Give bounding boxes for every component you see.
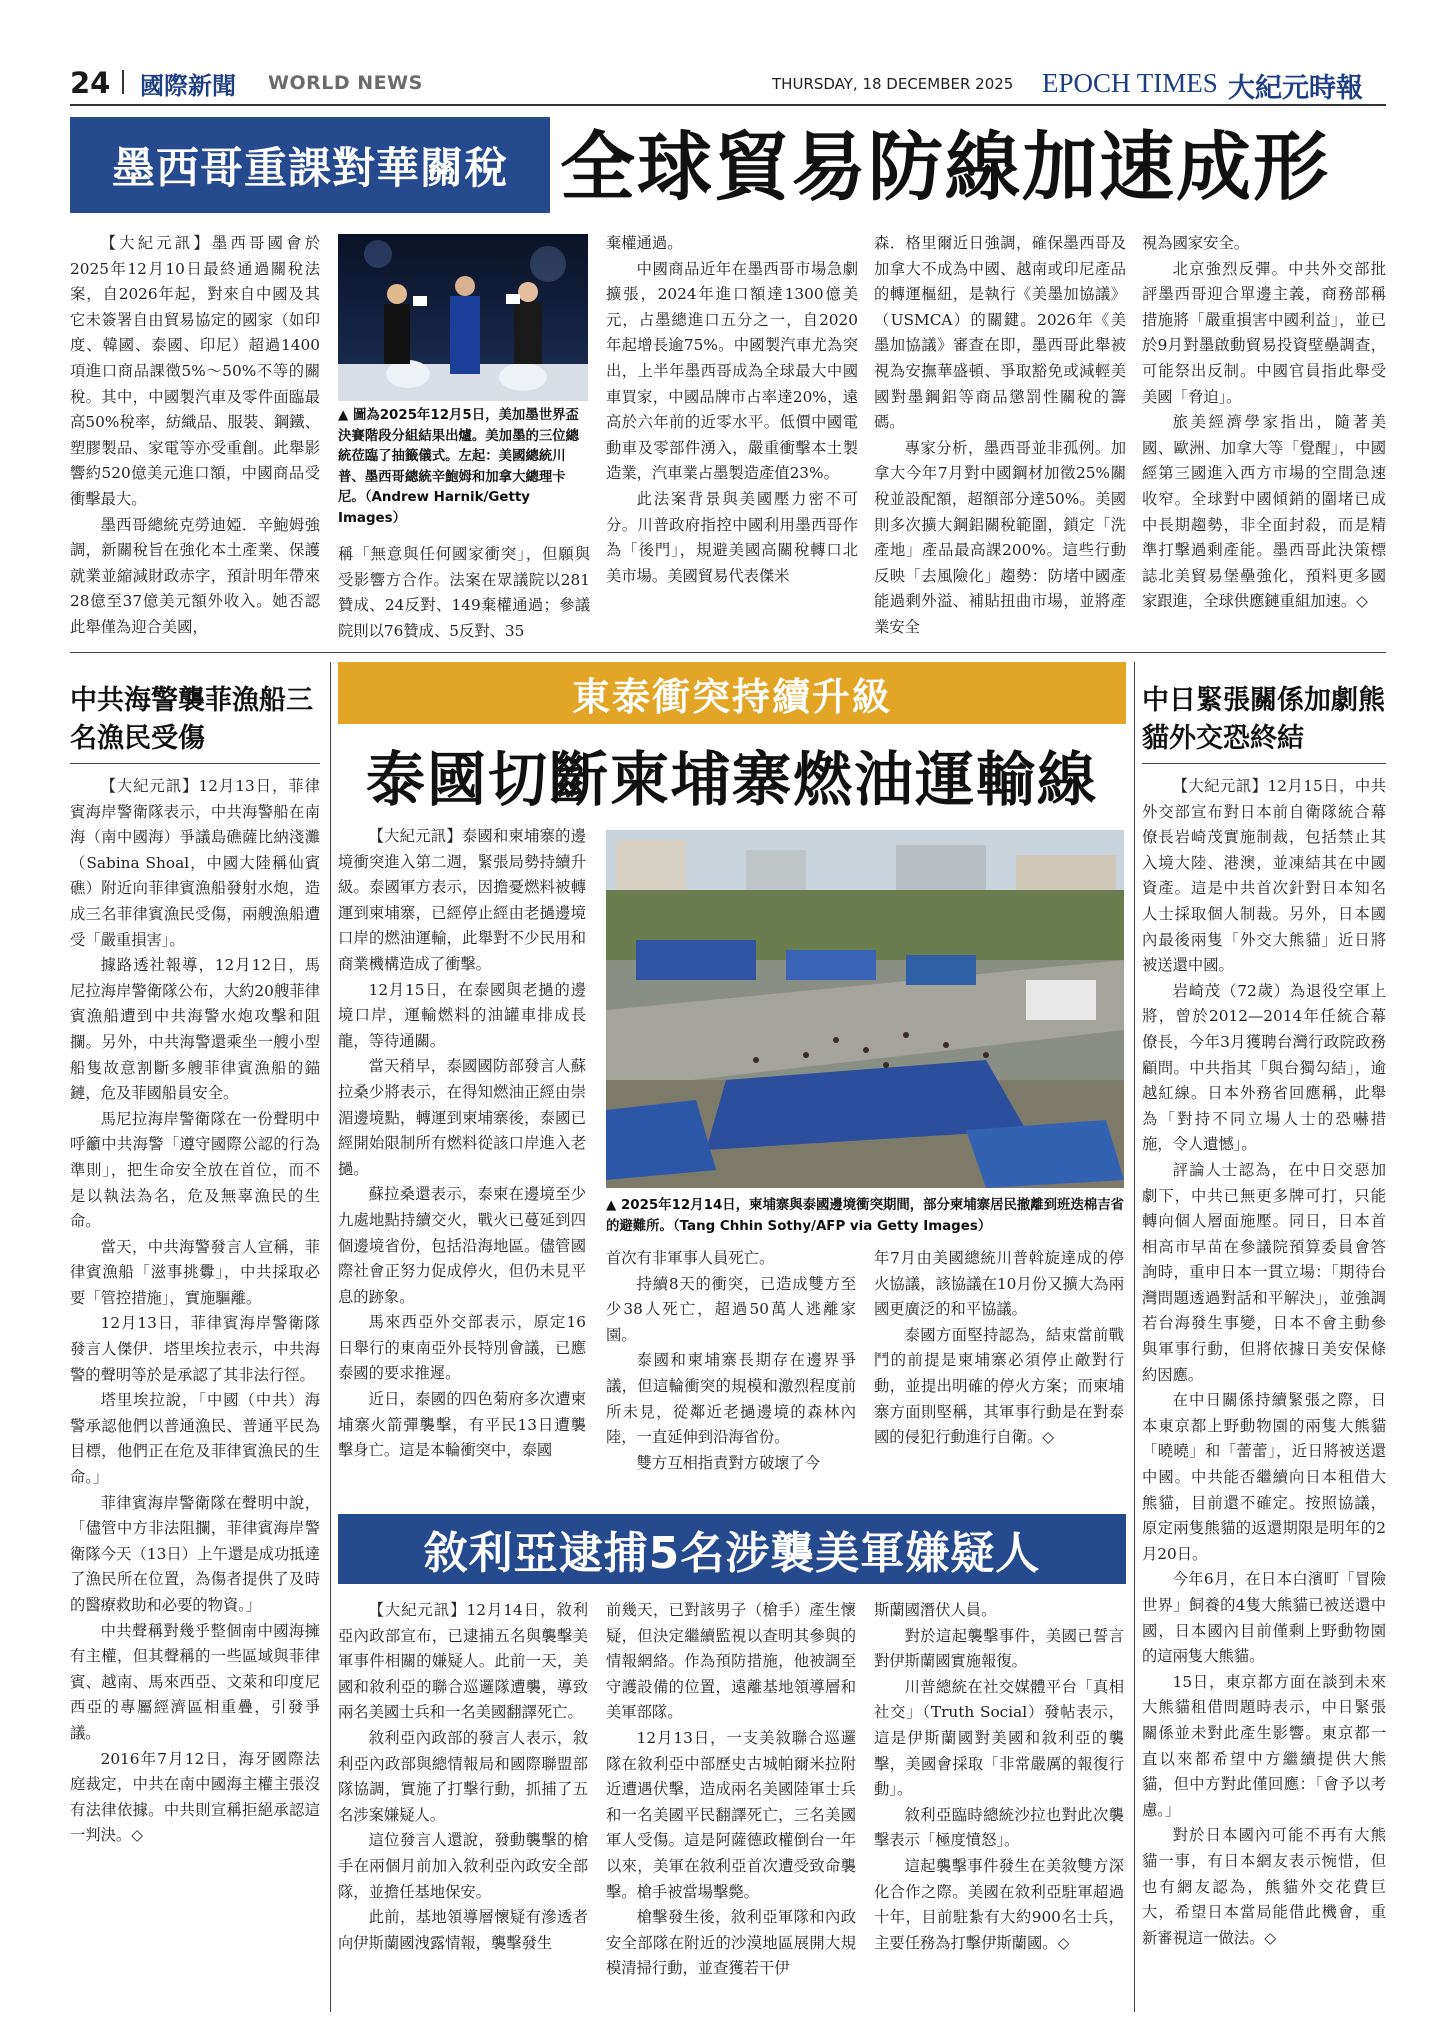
story3-paragraph: 【大紀元訊】泰國和柬埔寨的邊境衝突進入第二週，緊張局勢持續升級。泰國軍方表示，因擔憂燃料被轉運到柬埔寨，已經停止經由老撾邊境口岸的燃油運輸，此舉對不少民用和商業機構造成了衝擊。 — [338, 827, 586, 973]
story5-column-3 — [874, 1598, 1124, 2018]
story4-paragraph: 評論人士認為，在中日交惡加劇下，中共已無更多牌可打，只能轉向個人層面施壓。同日，日本首相高市早苗在參議院預算委員會答詢時，重申日本一貫立場：「期待台灣問題透過對話和平解決」，並強調若台海發生事變，日本不會主動參與軍事行動，但將依據日美安保條約因應。 — [1142, 1160, 1386, 1384]
story2-paragraph: 據路透社報導，12月12日，馬尼拉海岸警衛隊公布，大約20艘菲律賓漁船遭到中共海警水炮攻擊和阻攔。另外，中共海警還乘坐一艘小型船隻故意割斷多艘菲律賓漁船的錨鏈，危及菲國船員安全。 — [70, 956, 320, 1103]
story2-body — [70, 774, 320, 2014]
story3-paragraph: 泰國和柬埔寨長期存在邊界爭議，但這輪衝突的規模和激烈程度前所未見，從鄰近老撾邊境的森林內陸，一直延伸到沿海省份。 — [606, 1351, 856, 1447]
story4-body — [1142, 774, 1386, 2014]
story5-column-2 — [606, 1598, 856, 2018]
story3-kicker: 東泰衝突持續升級 — [338, 662, 1126, 724]
story5-paragraph: 川普總統在社交媒體平台「真相社交」（Truth Social）發帖表示，這是伊斯蘭國對美國和敘利亞的襲擊，美國會採取「非常嚴厲的報復行動」。 — [874, 1677, 1124, 1799]
column-rule-right — [1134, 662, 1135, 2012]
story1-paragraph: 稱「無意與任何國家衝突」，但願與受影響方合作。法案在眾議院以281贊成、24反對、149棄權通過；參議院則以76贊成、5反對、35 — [338, 545, 590, 640]
photo-leaders-on-stage — [338, 234, 588, 401]
story2-headline-rule — [70, 763, 320, 764]
story3-paragraph: 泰國方面堅持認為，結束當前戰鬥的前提是柬埔寨必須停止敵對行動，並提出明確的停火方案；而柬埔寨方面則堅稱，其軍事行動是在對泰國的侵犯行動進行自衛。◇ — [874, 1325, 1124, 1447]
story5-column-1 — [338, 1598, 588, 2018]
story3-paragraph: 首次有非軍事人員死亡。 — [606, 1249, 775, 1267]
story1-photo-caption: ▲ 圖為2025年12月5日，美加墨世界盃決賽階段分組結果出爐。美加墨的三位總統莅臨了抽籤儀式。左起：美國總統川普、墨西哥總統辛鮑姆和加拿大總理卡尼。（Andrew Harnik/Getty Images） — [338, 408, 580, 526]
section-divider — [70, 652, 1386, 653]
story4-paragraph: 對於日本國內可能不再有大熊貓一事，有日本網友表示惋惜，但也有網友認為，熊貓外交花費巨大，希望日本當局能借此機會，重新審視這一做法。◇ — [1142, 1826, 1386, 1947]
story1-paragraph: 棄權通過。 — [606, 234, 683, 252]
story3-column-3 — [874, 1246, 1124, 1504]
column-rule-left — [330, 662, 331, 2012]
story3-photo-caption: ▲ 2025年12月14日，柬埔寨與泰國邊境衝突期間，部分柬埔寨居民撤離到班迭棉吉省的避難所。（Tang Chhin Sothy/AFP via Getty Images） — [606, 1198, 1124, 1234]
story5-paragraph: 這位發言人還說，發動襲擊的槍手在兩個月前加入敘利亞內政安全部隊，並擔任基地保安。 — [338, 1831, 588, 1901]
story5-paragraph: 對於這起襲擊事件，美國已誓言對伊斯蘭國實施報復。 — [874, 1626, 1124, 1671]
page-number: 24 — [70, 66, 111, 100]
story3-photo — [606, 830, 1124, 1188]
story4-paragraph: 【大紀元訊】12月15日，中共外交部宣布對日本前自衛隊統合幕僚長岩崎茂實施制裁，包括禁止其入境大陸、港澳，並凍結其在中國資產。這是中共首次針對日本知名人士採取個人制裁。另外，日本國內最後兩隻「外交大熊貓」近日將被送還中國。 — [1142, 777, 1386, 975]
brand-logo-en: EPOCH TIMES — [1042, 68, 1218, 98]
story1-paragraph: 旅美經濟學家指出，隨著美國、歐洲、加拿大等「覺醒」，中國經第三國進入西方市場的空間急速收窄。全球對中國傾銷的圍堵已成中長期趨勢，非全面封殺，而是精準打擊過剩產能。墨西哥此決策標誌北美貿易堡壘強化，預料更多國家跟進，全球供應鏈重組加速。◇ — [1142, 413, 1386, 611]
story5-paragraph: 【大紀元訊】12月14日，敘利亞內政部宣布，已逮捕五名與襲擊美軍事件相關的嫌疑人。此前一天，美國和敘利亞的聯合巡邏隊遭襲，導致兩名美國士兵和一名美國翻譯死亡。 — [338, 1601, 588, 1722]
story4-headline-rule — [1142, 763, 1386, 764]
story2-paragraph: 中共聲稱對幾乎整個南中國海擁有主權，但其聲稱的一些區域與菲律賓、越南、馬來西亞、文萊和印度尼西亞的專屬經濟區相重疊，引發爭議。 — [70, 1621, 320, 1742]
story3-paragraph: 雙方互相指責對方破壞了今 — [636, 1453, 821, 1472]
story5-paragraph: 這起襲擊事件發生在美敘雙方深化合作之際。美國在敘利亞駐軍超過十年，目前駐紮有大約900名士兵，主要任務為打擊伊斯蘭國。◇ — [874, 1856, 1124, 1952]
issue-date: THURSDAY, 18 DECEMBER 2025 — [772, 75, 1014, 93]
story3-paragraph: 蘇拉桑還表示，泰柬在邊境至少九處地點持續交火，戰火已蔓延到四個邊境省份，包括沿海地區。儘管國際社會正努力促成停火，但仍未見平息的跡象。 — [338, 1185, 586, 1306]
story4-paragraph: 15日，東京都方面在談到未來大熊貓租借問題時表示，中日緊張關係並未對此產生影響。東京都一直以來都希望中方繼續提供大熊貓，但中方對此僅回應：「會予以考慮。」 — [1142, 1672, 1386, 1819]
story1-column-2 — [338, 542, 590, 646]
story1-paragraph: 視為國家安全。 — [1142, 234, 1250, 252]
story1-column-3 — [606, 231, 858, 646]
story4-paragraph: 今年6月，在日本白濱町「冒險世界」飼養的4隻大熊貓已被送還中國，日本國內目前僅剩上野動物園的這兩隻大熊貓。 — [1142, 1570, 1386, 1666]
story5-paragraph: 斯蘭國潛伏人員。 — [874, 1601, 997, 1619]
story3-paragraph: 當天稍早，泰國國防部發言人蘇拉桑少將表示，在得知燃油正經由崇湄邊境點，轉運到柬埔寨後，泰國已經開始限制所有燃料從該口岸進入老撾。 — [338, 1057, 586, 1178]
story3-headline: 泰國切斷柬埔寨燃油運輸線 — [365, 745, 1098, 814]
story5-paragraph: 前幾天，已對該男子（槍手）產生懷疑，但決定繼續監視以查明其參與的情報網絡。作為預防措施，他被調至守護設備的位置，遠離基地領導層和美軍部隊。 — [606, 1601, 856, 1722]
story5-paragraph: 12月13日，一支美敘聯合巡邏隊在敘利亞中部歷史古城帕爾米拉附近遭遇伏擊，造成兩名美國陸軍士兵和一名美國平民翻譯死亡，三名美國軍人受傷。這是阿薩德政權倒台一年以來，美軍在敘利亞首次遭受致命襲擊。槍手被當場擊斃。 — [606, 1728, 856, 1901]
photo-evacuation-shelter — [606, 830, 1124, 1188]
story1-column-5 — [1142, 231, 1386, 646]
story1-paragraph: 專家分析，墨西哥並非孤例。加拿大今年7月對中國鋼材加徵25%關稅並設配額，超額部分達50%。美國則多次擴大鋼鋁關稅範圍，鎖定「洗產地」產品最高課200%。這些行動反映「去風險化」趨勢：防堵中國產能過剩外溢、補貼扭曲市場，並將產業安全 — [874, 438, 1126, 636]
story2-headline: 中共海警襲菲漁船三名漁民受傷 — [70, 685, 313, 754]
story1-column-4 — [874, 231, 1126, 646]
story5-paragraph: 槍擊發生後，敘利亞軍隊和內政安全部隊在附近的沙漠地區展開大規模清掃行動，並查獲若干伊 — [606, 1908, 856, 1978]
story2-paragraph: 馬尼拉海岸警衛隊在一份聲明中呼籲中共海警「遵守國際公認的行為準則」，把生命安全放在首位，而不是以執法為名，危及無辜漁民的生命。 — [70, 1109, 320, 1231]
story4-headline: 中日緊張關係加劇熊貓外交恐終結 — [1142, 685, 1385, 754]
story1-headline: 全球貿易防線加速成形 — [560, 123, 1331, 211]
story3-paragraph: 近日，泰國的四色菊府多次遭柬埔寨火箭彈襲擊，有平民13日遭襲擊身亡。這是本輪衝突中，泰國 — [338, 1390, 586, 1460]
story1-paragraph: 墨西哥總統克勞迪婭．辛鮑姆強調，新關稅旨在強化本土產業、保護就業並縮減財政赤字，預計明年帶來28億至37億美元額外收入。她否認此舉僅為迎合美國， — [70, 515, 320, 636]
story4-paragraph: 岩崎茂（72歲）為退役空軍上將，曾於2012—2014年任統合幕僚長，今年3月獲聘台灣行政院政務顧問。中共指其「與台獨勾結」，逾越紅線。日本外務省回應稱，此舉為「對持不同立場人士的恐嚇措施，令人遺憾」。 — [1142, 981, 1386, 1154]
section-title-cn: 國際新聞 — [140, 72, 236, 100]
story1-photo — [338, 234, 588, 401]
story3-paragraph: 馬來西亞外交部表示，原定16日舉行的東南亞外長特別會議，已應泰國的要求推遲。 — [338, 1313, 586, 1383]
story1-paragraph: 北京強烈反彈。中共外交部批評墨西哥迎合單邊主義，商務部稱措施將「嚴重損害中國利益」，並已於9月對墨啟動貿易投資壁壘調查，可能祭出反制。中國官員指此舉受美國「脅迫」。 — [1142, 259, 1386, 406]
story1-paragraph: 中國商品近年在墨西哥市場急劇擴張，2024年進口額達1300億美元，占墨總進口五分之一，自2020年起增長逾75%。中國製汽車尤為突出，上半年墨西哥成為全球最大中國車買家，中國品牌市占率達20%，遠高於六年前的近零水平。低價中國電動車及零部件湧入，嚴重衝擊本土製造業，汽車業占墨製造產值23%。 — [606, 259, 858, 483]
story3-paragraph: 年7月由美國總統川普斡旋達成的停火協議，該協議在10月份又擴大為兩國更廣泛的和平協議。 — [874, 1249, 1124, 1319]
story2-paragraph: 12月13日，菲律賓海岸警衛隊發言人傑伊．塔里埃拉表示，中共海警的聲明等於是承認了其非法行徑。 — [70, 1314, 320, 1384]
story2-paragraph: 菲律賓海岸警衛隊在聲明中說，「儘管中方非法阻攔，菲律賓海岸警衛隊今天（13日）上午還是成功抵達了漁民所在位置，為傷者提供了及時的醫療救助和必要的物資。」 — [70, 1493, 320, 1614]
story1-column-1 — [70, 231, 320, 646]
story5-paragraph: 此前，基地領導層懷疑有滲透者向伊斯蘭國洩露情報，襲擊發生 — [338, 1908, 588, 1952]
story3-column-1 — [338, 824, 586, 1504]
story1-paragraph: 【大紀元訊】墨西哥國會於2025年12月10日最終通過關稅法案，自2026年起，對來自中國及其它未簽署自由貿易協定的國家（如印度、韓國、泰國、印尼）超過1400項進口商品課徵5%～50%不等的關稅。其中，中國製汽車及零件面臨最高50%稅率，紡織品、服裝、鋼鐵、塑膠製品、家電等亦受重創。此舉影響約520億美元進口額，中國商品受衝擊最大。 — [70, 234, 320, 508]
brand-logo-cn: 大紀元時報 — [1228, 73, 1363, 104]
story5-paragraph: 敘利亞內政部的發言人表示，敘利亞內政部與總情報局和國際聯盟部隊協調，實施了打擊行動，抓捕了五名涉案嫌疑人。 — [338, 1728, 588, 1824]
story3-paragraph: 持續8天的衝突，已造成雙方至少38人死亡，超過50萬人逃離家園。 — [606, 1274, 856, 1344]
story3-paragraph: 12月15日，在泰國與老撾的邊境口岸，運輸燃料的油罐車排成長龍，等待通關。 — [338, 980, 586, 1050]
story3-column-2 — [606, 1246, 856, 1504]
story2-paragraph: 當天，中共海警發言人宣稱，菲律賓漁船「滋事挑釁」，中共採取必要「管控措施」，實施驅離。 — [70, 1237, 320, 1307]
story1-paragraph: 此法案背景與美國壓力密不可分。川普政府指控中國利用墨西哥作為「後門」，規避美國高關稅轉口北美市場。美國貿易代表傑米 — [606, 489, 858, 585]
story2-paragraph: 2016年7月12日，海牙國際法庭裁定，中共在南中國海主權主張沒有法律依據。中共則宣稱拒絕承認這一判決。◇ — [70, 1749, 320, 1845]
masthead-rule — [70, 104, 1386, 106]
story4-paragraph: 在中日關係持續緊張之際，日本東京都上野動物園的兩隻大熊貓「曉曉」和「蕾蕾」，近日將被送還中國。中共能否繼續向日本租借大熊貓，目前還不確定。按照協議，原定兩隻熊貓的返還期限是明年的2月20日。 — [1142, 1391, 1386, 1563]
story5-paragraph: 敘利亞臨時總統沙拉也對此次襲擊表示「極度憤怒」。 — [874, 1805, 1124, 1850]
story1-kicker: 墨西哥重課對華關稅 — [70, 117, 550, 213]
section-title-en: WORLD NEWS — [268, 72, 423, 94]
story2-paragraph: 塔里埃拉說，「中國（中共）海警承認他們以普通漁民、普通平民為目標，他們正在危及菲律賓漁民的生命。」 — [70, 1391, 320, 1487]
masthead-divider — [122, 70, 124, 94]
story1-paragraph: 森．格里爾近日強調，確保墨西哥及加拿大不成為中國、越南或印尼產品的轉運樞紐，是執行《美墨加協議》（USMCA）的關鍵。2026年《美墨加協議》審查在即，墨西哥此舉被視為安撫華盛頓、爭取豁免或減輕美國對墨鋼鋁等商品懲罰性關稅的籌碼。 — [874, 234, 1126, 432]
story2-paragraph: 【大紀元訊】12月13日，菲律賓海岸警衛隊表示，中共海警船在南海（南中國海）爭議島礁薩比納淺灘（Sabina Shoal，中國大陸稱仙賓礁）附近向菲律賓漁船發射水炮，造成三名菲律賓漁民受傷，兩艘漁船遭受「嚴重損害」。 — [70, 777, 320, 949]
story5-headline: 敘利亞逮捕5名涉襲美軍嫌疑人 — [338, 1514, 1126, 1584]
